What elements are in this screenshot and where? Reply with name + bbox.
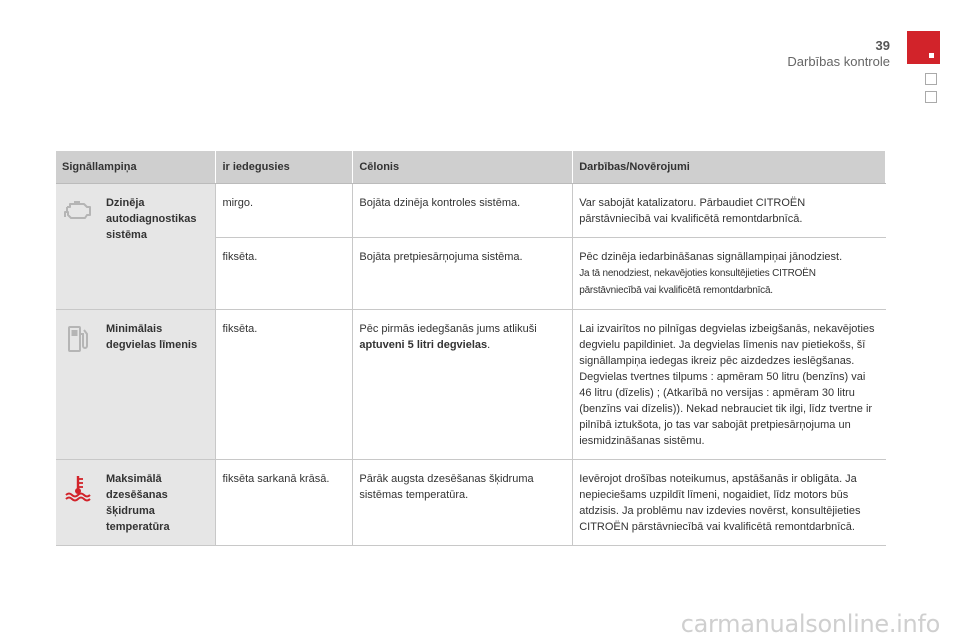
column-header: Darbības/Novērojumi [573, 151, 886, 184]
engine-icon [62, 198, 94, 222]
column-header: Signāllampiņa [56, 151, 216, 184]
lamp-cause-highlight: aptuveni 5 litri degvielas [359, 339, 488, 351]
lamp-state: fiksēta. [216, 310, 353, 460]
lamp-action: Lai izvairītos no pilnīgas degvielas izbeigšanās, nekavējoties degvielu papildiniet. Ja degvielas līmenis nav pietiekošs, šī signāllampiņa iedegas ikreiz pēc aizdedzes ieslēgšanas. Degvielas tvertnes tilpums : apmēram 50 litru (benzīns) vai 46 litru (dīzelis) ; (Atkarībā no versijas : apmēram 30 litru (benzīns vai dīzelis)). Nekad nebrauciet tik ilgi, līdz tvertne ir pilnībā iztukšota, jo tas var sabojāt pretpiesārņojuma un iesmidzināšanas sistēmu. [573, 310, 886, 460]
page-number: 39 [875, 38, 890, 53]
lamp-action-note: Ja tā nenodziest, nekavējoties konsultējieties CITROËN pārstāvniecībā vai kvalificētā remontdarbnīcā. [579, 268, 816, 296]
table-row [56, 184, 886, 238]
lamp-cause: Bojāta pretpiesārņojuma sistēma. [353, 238, 573, 310]
column-header: ir iedegusies [216, 151, 353, 184]
lamp-state: mirgo. [216, 184, 353, 238]
lamp-cause: Pārāk augsta dzesēšanas šķidruma sistēmas temperatūra. [353, 460, 573, 546]
lamp-action [573, 238, 886, 310]
lamp-name: Minimālais degvielas līmenis [100, 310, 216, 460]
lamp-cause [353, 310, 573, 460]
lamp-cause-suffix: . [487, 339, 491, 351]
nav-box-1[interactable] [925, 73, 937, 85]
column-header: Cēlonis [353, 151, 573, 184]
coolant-temperature-icon [62, 474, 94, 502]
lamp-cause: Bojāta dzinēja kontroles sistēma. [353, 184, 573, 238]
table-row [56, 460, 886, 546]
lamp-state: fiksēta sarkanā krāsā. [216, 460, 353, 546]
lamp-cause-text: Pēc pirmās iedegšanās jums atlikuši [359, 323, 537, 335]
lamp-name: Maksimālā dzesēšanas šķidruma temperatūra [100, 460, 216, 546]
watermark: carmanualsonline.info [680, 610, 940, 638]
lamp-action: Ievērojot drošības noteikumus, apstāšanās ir obligāta. Ja nepieciešams uzpildīt līmeni, nogaidiet, līdz motors būs atdzisis. Ja problēmu nav izdevies novērst, konsultējieties CITROËN pārstāvniecībā vai kvalificētā remontdarbnīcā. [573, 460, 886, 546]
icon-cell [56, 184, 100, 310]
warning-lamp-table [56, 151, 886, 546]
lamp-name: Dzinēja autodiagnostikas sistēma [100, 184, 216, 310]
table-row [56, 310, 886, 460]
lamp-action: Var sabojāt katalizatoru. Pārbaudiet CITROËN pārstāvniecībā vai kvalificētā remontdarbnīcā. [573, 184, 886, 238]
fuel-pump-icon [62, 324, 94, 354]
table-header-row [56, 151, 886, 184]
icon-cell [56, 310, 100, 460]
nav-box-2[interactable] [925, 91, 937, 103]
lamp-state: fiksēta. [216, 238, 353, 310]
lamp-action-text: Pēc dzinēja iedarbināšanas signāllampiņai jānodziest. [579, 251, 843, 263]
section-title: Darbības kontrole [787, 54, 890, 69]
icon-cell [56, 460, 100, 546]
chapter-tab[interactable] [907, 31, 940, 64]
